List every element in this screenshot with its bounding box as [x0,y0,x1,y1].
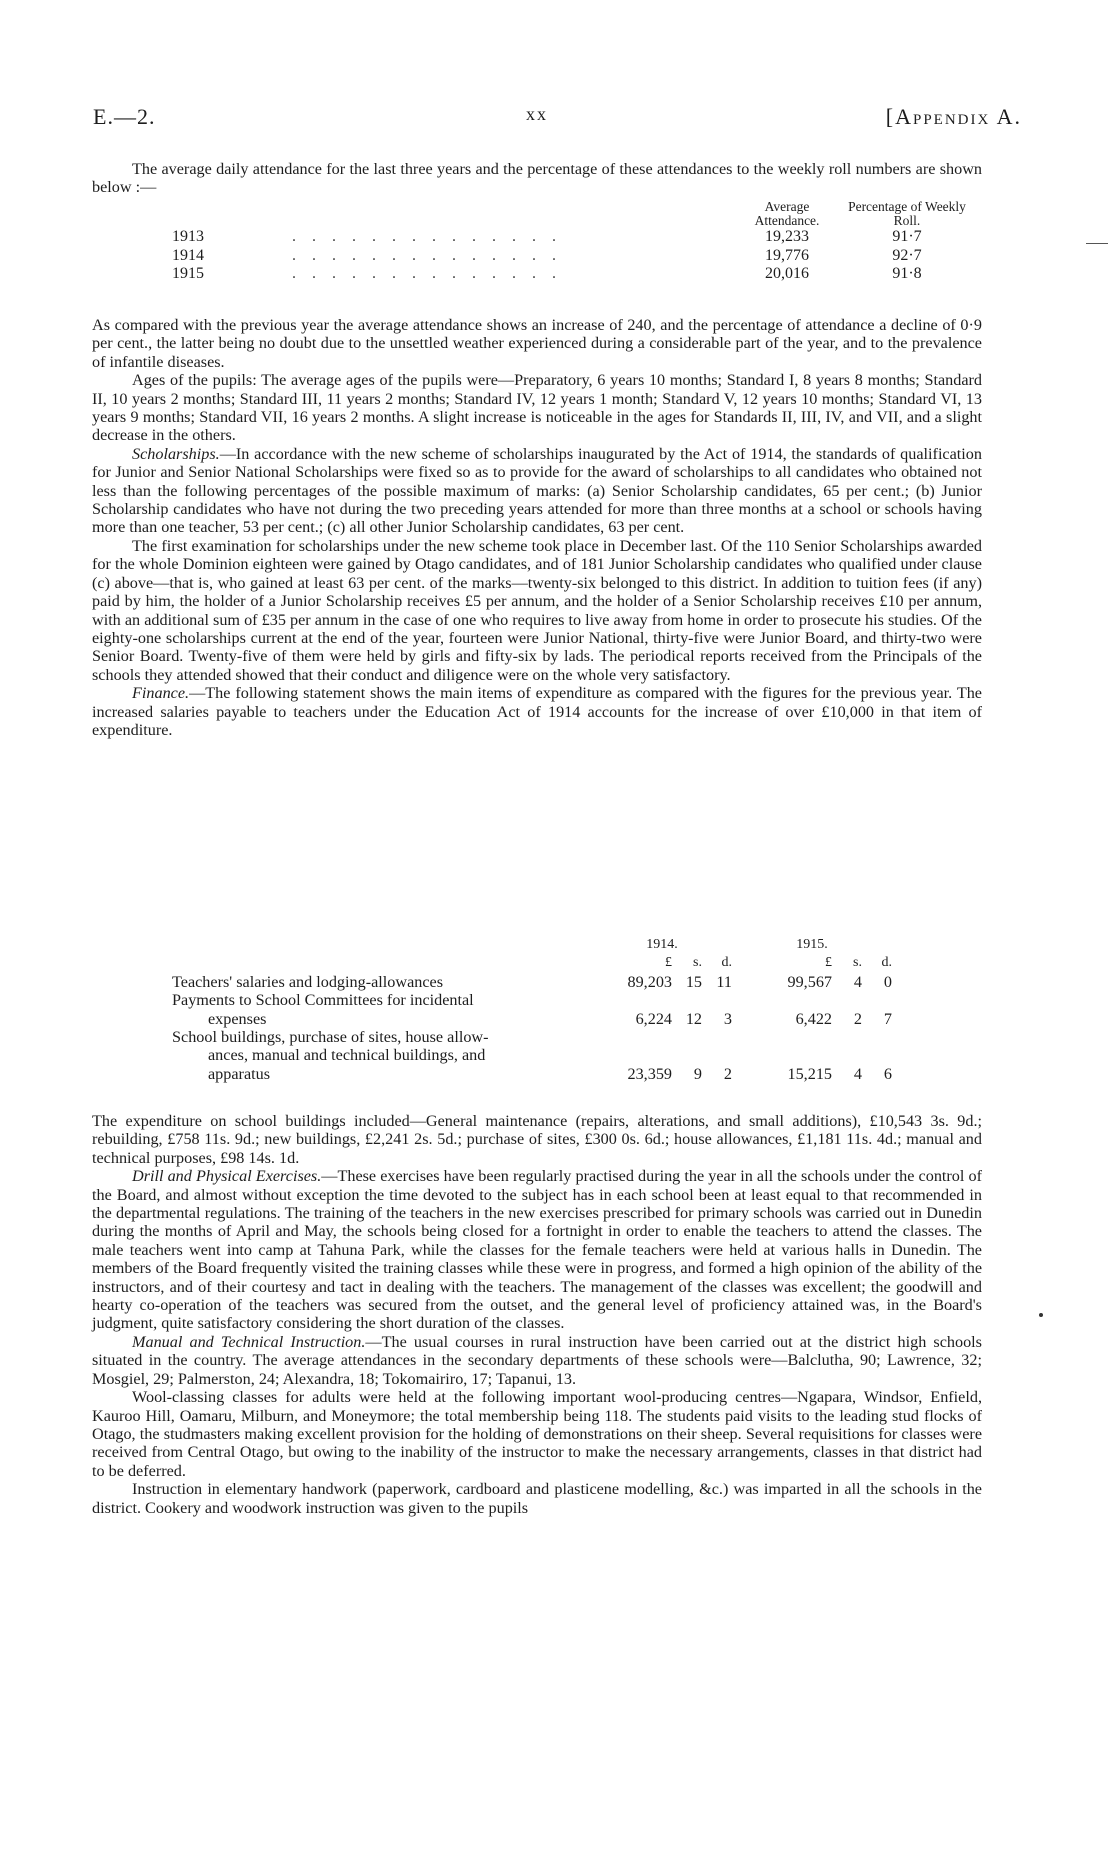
paragraph-drill [92,1167,982,1333]
table-row [172,1010,892,1028]
unit-pounds: £ [825,955,832,971]
heading-finance: Finance. [132,684,190,703]
amount-pence: 3 [723,1009,732,1028]
col-head-attendance: Average Attendance. [754,199,820,228]
heading-scholarships: Scholarships. [132,444,220,463]
header-left: E.—2. [93,104,156,129]
attendance-cell: 20,016 [765,265,809,283]
amount-shillings: 2 [853,1009,862,1028]
table-row [172,246,972,264]
amount-shillings: 15 [685,972,702,991]
paragraph-exam: The first examination for scholarships under the new scheme took place in December last. Of the 110 Senior Scholarships awarded for the whole Dominion eighteen were gained by Otago candidates, and of 181 Junior Scholarship candidates who qualified under clause (c) above—that is, who gained at least 63 per cent. of the marks—twenty-six belonged to this district. In addition to tuition fees (if any) paid by him, the holder of a Junior Scholarship receives £5 per annum, and the holder of a Senior Scholarship receives £10 per annum, with an additional sum of £35 per annum in the case of one who requires to live away from home in order to prosecute his studies. Of the eighty-one scholarships current at the end of the year, fourteen were Junior National, thirty-five were Junior Board, and thirty-two were Senior Board. Twenty-five of them were held by girls and fifty-six by lads. The periodical reports received from the Principals of the schools they attended showed that their conduct and diligence were on the whole very satisfactory. [92,536,982,684]
attendance-cell: 19,233 [765,228,809,246]
table-row [172,228,972,246]
item-label: Payments to School Committees for incidental [172,991,474,1010]
percentage-cell: 91·7 [892,228,922,246]
unit-shillings: s. [853,955,862,971]
amount-pounds: 99,567 [787,972,832,991]
amount-shillings: 4 [853,1064,862,1083]
item-label-cont: expenses [208,1009,267,1028]
drill-text: —These exercises have been regularly practised during the year in all the schools under the control of the Board, and almost without exception the time devoted to the subject has in each school been at least equal to that recommended in the departmental regulations. The training of the teachers in the new exercises prescribed for primary schools was carried out in Dunedin during the months of April and May, the schools being closed for a fortnight in order to enable the teachers to attend the classes. The male teachers went into camp at Tahuna Park, while the classes for the female teachers were held at various halls in Dunedin. The members of the Board frequently visited the training classes while these were in progress, and formed a high opinion of the ability of the instructors, and of their courtesy and tact in dealing with the teachers. The management of the classes was excellent; the goodwill and hearty co-operation of the teachers was secured from the outset, and the general level of proficiency attained was, in the Board's judgment, quite satisfactory considering the short duration of the classes. [92,1167,982,1333]
table-row [172,265,972,283]
finance-text: —The following statement shows the main items of expenditure as compared with the figures for the previous year. The increased salaries payable to teachers under the Education Act of 1914 accounts for the increase of over £10,000 in that item of expenditure. [92,684,982,739]
year-1915: 1915. [796,937,828,952]
percentage-cell: 92·7 [892,246,922,264]
unit-pounds: £ [665,955,672,971]
heading-drill: Drill and Physical Exercises. [132,1167,322,1186]
year-cell: 1914 [172,246,204,264]
attendance-cell: 19,776 [765,246,809,264]
percentage-cell: 91·8 [892,265,922,283]
item-label: School buildings, purchase of sites, house allow- [172,1028,489,1047]
table-row [172,1028,892,1046]
intro-paragraph [92,160,982,197]
item-label-cont: ances, manual and technical buildings, and [208,1046,486,1065]
item-label: Teachers' salaries and lodging-allowances [172,972,444,991]
amount-shillings: 12 [685,1009,702,1028]
intro-text: The average daily attendance for the last three years and the percentage of these attendances to the weekly roll numbers are shown below :— [92,160,982,197]
body-section-2 [92,1112,982,1517]
year-cell: 1913 [172,228,204,246]
header-right: [Appendix A. [885,104,1022,129]
scholarships-text: —In accordance with the new scheme of scholarships inaugurated by the Act of 1914, the standards of qualification for Junior and Senior National Scholarships were fixed so as to provide for the award of scholarships to all candidates who obtained not less than the following percentages of the possible maximum of marks: (a) Senior Scholarship candidates, 65 per cent.; (b) Junior Scholarship candidates who have not during the two preceding years attended for more than three months at a school or schools having more than one teacher, 53 per cent.; (c) all other Junior Scholarship candidates, 63 per cent. [92,444,982,537]
leader-dots: . . . . . . . . . . . . . . [292,265,562,283]
paragraph-scholarships [92,445,982,537]
year-cell: 1915 [172,265,204,283]
paragraph-ages: Ages of the pupils: The average ages of the pupils were—Preparatory, 6 years 10 months; Standard I, 8 years 8 months; Standard II, 10 years 2 months; Standard III, 11 years 2 months; Standard IV, 12 years 1 month; Standard V, 12 years 10 months; Standard VI, 13 years 9 months; Standard VII, 16 years 2 months. A slight increase is noticeable in the ages for Standards II, III, IV, and VII, and a slight decrease in the others. [92,371,982,445]
heading-manual: Manual and Technical Instruction. [132,1332,366,1351]
leader-dots: . . . . . . . . . . . . . . [292,246,562,264]
margin-mark [1086,243,1108,244]
amount-shillings: 9 [693,1064,702,1083]
attendance-table [172,200,972,283]
paragraph-finance [92,684,982,739]
finance-table [172,936,892,1083]
paragraph-wool: Wool-classing classes for adults were held at the following important wool-producing centres—Ngapara, Windsor, Enfield, Kauroo Hill, Oamaru, Milburn, and Moneymore; the total membership being 118. The students paid visits to the leading stud flocks of Otago, the studmasters making excellent provision for the holding of demonstrations on their sheep. Several requisitions for classes were received from Central Otago, but owing to the inability of the instructor to make the necessary arrangements, classes in that district had to be deferred. [92,1388,982,1480]
paragraph-expenditure: The expenditure on school buildings included—General maintenance (repairs, alterations, and small additions), £10,543 3s. 9d.; rebuilding, £758 11s. 9d.; new buildings, £2,241 2s. 5d.; purchase of sites, £300 0s. 6d.; house allowances, £1,181 11s. 4d.; manual and technical purposes, £98 14s. 1d. [92,1112,982,1167]
amount-pence: 0 [883,972,892,991]
amount-pounds: 89,203 [627,972,672,991]
amount-pence: 6 [883,1064,892,1083]
table-row [172,1065,892,1083]
unit-shillings: s. [693,955,702,971]
paragraph-instruction: Instruction in elementary handwork (paperwork, cardboard and plasticene modelling, &c.) was imparted in all the schools in the district. Cookery and woodwork instruction was given to the pupils [92,1480,982,1517]
paragraph-manual [92,1333,982,1388]
unit-pence: d. [881,955,892,971]
page-number: xx [526,104,548,124]
amount-pence: 7 [883,1009,892,1028]
amount-pounds: 6,224 [635,1009,672,1028]
col-head-percentage: Percentage of Weekly Roll. [848,199,966,228]
margin-dot [1039,1313,1043,1317]
table-row [172,1046,892,1064]
amount-pounds: 15,215 [787,1064,832,1083]
leader-dots: . . . . . . . . . . . . . . [292,228,562,246]
manual-text: —The usual courses in rural instruction have been carried out at the district high schools situated in the country. The average attendances in the secondary departments of these schools were—Balclutha, 90; Lawrence, 32; Mosgiel, 29; Palmerston, 24; Alexandra, 18; Tokomairiro, 17; Tapanui, 13. [92,1332,982,1388]
amount-shillings: 4 [853,972,862,991]
body-section-1 [92,316,982,739]
amount-pounds: 23,359 [627,1064,672,1083]
item-label-cont: apparatus [208,1064,271,1083]
table-row [172,991,892,1009]
amount-pence: 2 [723,1064,732,1083]
unit-pence: d. [721,955,732,971]
year-1914: 1914. [646,937,678,952]
amount-pence: 11 [716,972,732,991]
table-row [172,973,892,991]
paragraph-compare: As compared with the previous year the average attendance shows an increase of 240, and the percentage of attendance a decline of 0·9 per cent., the latter being no doubt due to the unsettled weather experienced during a considerable part of the year, and to the prevalence of infantile diseases. [92,316,982,371]
amount-pounds: 6,422 [795,1009,832,1028]
